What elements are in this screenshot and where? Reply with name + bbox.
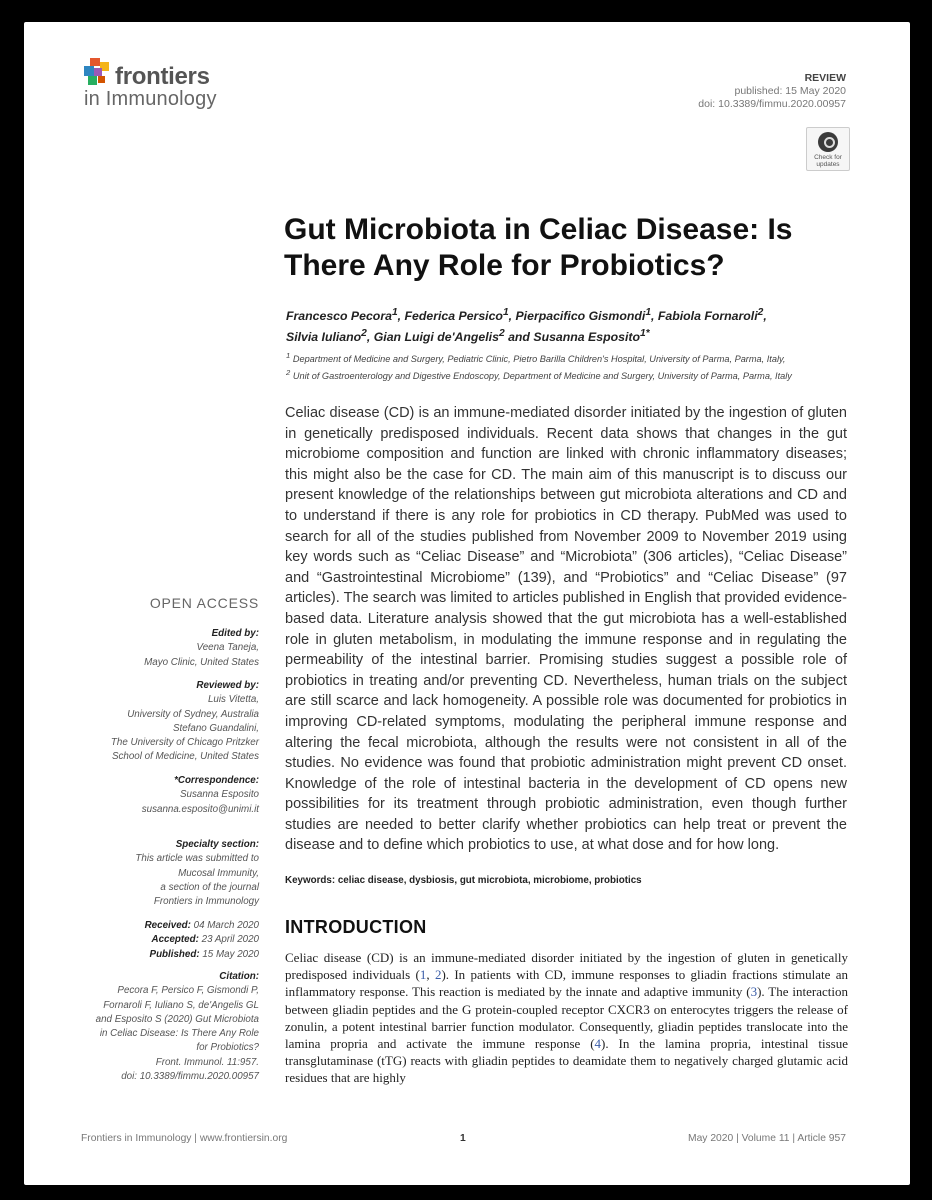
citation-link[interactable]: 1 xyxy=(419,967,427,983)
citation-link[interactable]: 2 xyxy=(434,967,442,983)
check-label-2: updates xyxy=(816,161,840,168)
author-list: Francesco Pecora$^1$, Federica Persico$^1$, Pierpacifico Gismondi$^1$, Fabiola Fornaroli$^2$, Silvia Iuliano$^2$, Gian Luigi de'Angelis$^2$ and Susanna Esposito$^{1*}$ xyxy=(286,307,767,345)
author-conjunction: and xyxy=(508,330,530,345)
specialty-section-block: Specialty section: This article was submitted to Mucosal Immunity, a section of the journal Frontiers in Immunology xyxy=(135,839,259,908)
correspondence-block: *Correspondence: Susanna Esposito susanna.esposito@unimi.it xyxy=(54,774,259,817)
paper-page xyxy=(24,22,910,1185)
author[interactable]: Gian Luigi de'Angelis$^2$ xyxy=(373,328,505,345)
edited-by-block: Edited by: Veena Taneja, Mayo Clinic, United States xyxy=(144,628,259,668)
affiliation: $^2$ Unit of Gastroenterology and Digestive Endoscopy, Department of Medicine and Surgery, University of Parma, Parma, Italy xyxy=(286,368,792,382)
author[interactable]: Federica Persico$^1$ xyxy=(404,307,509,324)
open-access-label: OPEN ACCESS xyxy=(149,595,259,611)
published-date: published: 15 May 2020 xyxy=(734,85,846,97)
citation-block: Citation: Pecora F, Persico F, Gismondi P, Fornaroli F, Iuliano S, de'Angelis GL and Esposito S (2020) Gut Microbiota in Celiac Disease: Is There Any Role for Probiotics? Front. Immunol. 11:957. doi: 10.3389/fimmu.2020.00957 xyxy=(54,970,259,1084)
footer-volume: May 2020 | Volume 11 | Article 957 xyxy=(688,1133,846,1144)
article-type: REVIEW xyxy=(804,72,846,84)
author[interactable]: Susanna Esposito$^{1*}$ xyxy=(533,328,650,345)
introduction-paragraph: Celiac disease (CD) is an immune-mediated disorder initiated by the ingestion of gluten in genetically predisposed individuals (1, 2). In patients with CD, immune responses to gliadin fractions stimulate an inflammatory response. This reaction is mediated by the innate and adaptive immunity (3). The interaction between gliadin peptides and the G protein-coupled receptor CXCR3 on enterocytes triggers the release of zonulin, a potent intestinal barrier function modulator. Consequently, gliadin peptides translocate into the lamina propria and activate the immune response (4). In the lamina propria, intestinal tissue transglutaminase (tTG) reacts with gliadin peptides to deamidate them to negatively charged glutamic acid residues that are highly xyxy=(285,950,849,1086)
author[interactable]: Fabiola Fornaroli$^2$ xyxy=(657,307,764,324)
check-for-updates-badge[interactable] xyxy=(806,127,850,171)
crossmark-icon xyxy=(818,132,838,152)
author[interactable]: Francesco Pecora$^1$ xyxy=(286,307,398,324)
affiliations xyxy=(286,349,866,383)
dates-block: Received: 04 March 2020 Accepted: 23 April 2020 Published: 15 May 2020 xyxy=(144,920,259,960)
journal-name-line2: in Immunology xyxy=(84,88,217,110)
journal-logo[interactable] xyxy=(81,55,281,111)
author[interactable]: Pierpacifico Gismondi$^1$ xyxy=(515,307,652,324)
section-heading-introduction: INTRODUCTION xyxy=(285,917,427,937)
footer-journal[interactable]: Frontiers in Immunology | www.frontiersin.org xyxy=(81,1133,288,1144)
frontiers-logo-icon xyxy=(84,58,112,90)
keywords-list: celiac disease, dysbiosis, gut microbiota, microbiome, probiotics xyxy=(337,875,642,886)
keywords xyxy=(285,875,847,886)
author[interactable]: Silvia Iuliano$^2$ xyxy=(286,328,367,345)
citation-link[interactable]: 4 xyxy=(594,1036,602,1052)
article-meta xyxy=(698,72,846,111)
article-title: Gut Microbiota in Celiac Disease: Is There Any Role for Probiotics? xyxy=(284,213,793,282)
correspondence-email[interactable]: susanna.esposito@unimi.it xyxy=(141,803,259,815)
page-number: 1 xyxy=(460,1133,466,1144)
article-doi[interactable]: doi: 10.3389/fimmu.2020.00957 xyxy=(698,98,846,110)
citation-doi[interactable]: doi: 10.3389/fimmu.2020.00957 xyxy=(121,1071,259,1083)
abstract: Celiac disease (CD) is an immune-mediated disorder initiated by the ingestion of gluten in genetically predisposed individuals. Recent data shows that changes in the gut microbiome composition and function are linked with chronic inflammatory diseases; this might also be the case for CD. The main aim of this manuscript is to discuss our present knowledge of the relationships between gut microbiota alterations and CD and to understand if there is any role for probiotics in CD therapy. PubMed was used to search for all of the studies published from November 2009 to November 2019 using key words such as “Celiac Disease” and “Microbiota” (306 articles), “Celiac Disease” and “Gastrointestinal Microbiome” (139), and “Probiotics” and “Celiac Disease” (97 articles). The search was limited to articles published in English that provided evidence-based data. Literature analysis showed that the gut microbiota has a well-established role in gluten metabolism, in modulating the immune response and in regulating the permeability of the intestinal barrier. Promising studies suggest a possible role of probiotics in treating and/or preventing CD. Nevertheless, human trials on the subject are still scarce and lack homogeneity. A possible role was documented for probiotics in improving CD-related symptoms, modulating the peripheral immune response and altering the fecal microbiota, although the results were not consistent in all of the studies. No evidence was found that probiotic administration might prevent CD onset. Knowledge of the role of intestinal bacteria in the development of CD opens new possibilities for its treatment through probiotic administration, even though further studies are needed to better clarify whether probiotics can help treat or prevent the disease and to define which probiotics to use, at what dose and for how long. xyxy=(285,405,847,854)
keywords-label: Keywords: xyxy=(285,875,336,886)
citation-link[interactable]: 3 xyxy=(750,984,758,1000)
affiliation: $^1$ Department of Medicine and Surgery, Pediatric Clinic, Pietro Barilla Children's Hospital, University of Parma, Parma, Italy, xyxy=(286,351,786,365)
reviewed-by-block: Reviewed by: Luis Vitetta, University of Sydney, Australia Stefano Guandalini, The University of Chicago Pritzker School of Medicine, United States xyxy=(110,680,259,763)
check-label-1: Check for xyxy=(814,154,842,161)
journal-name-line1: frontiers xyxy=(115,63,210,90)
